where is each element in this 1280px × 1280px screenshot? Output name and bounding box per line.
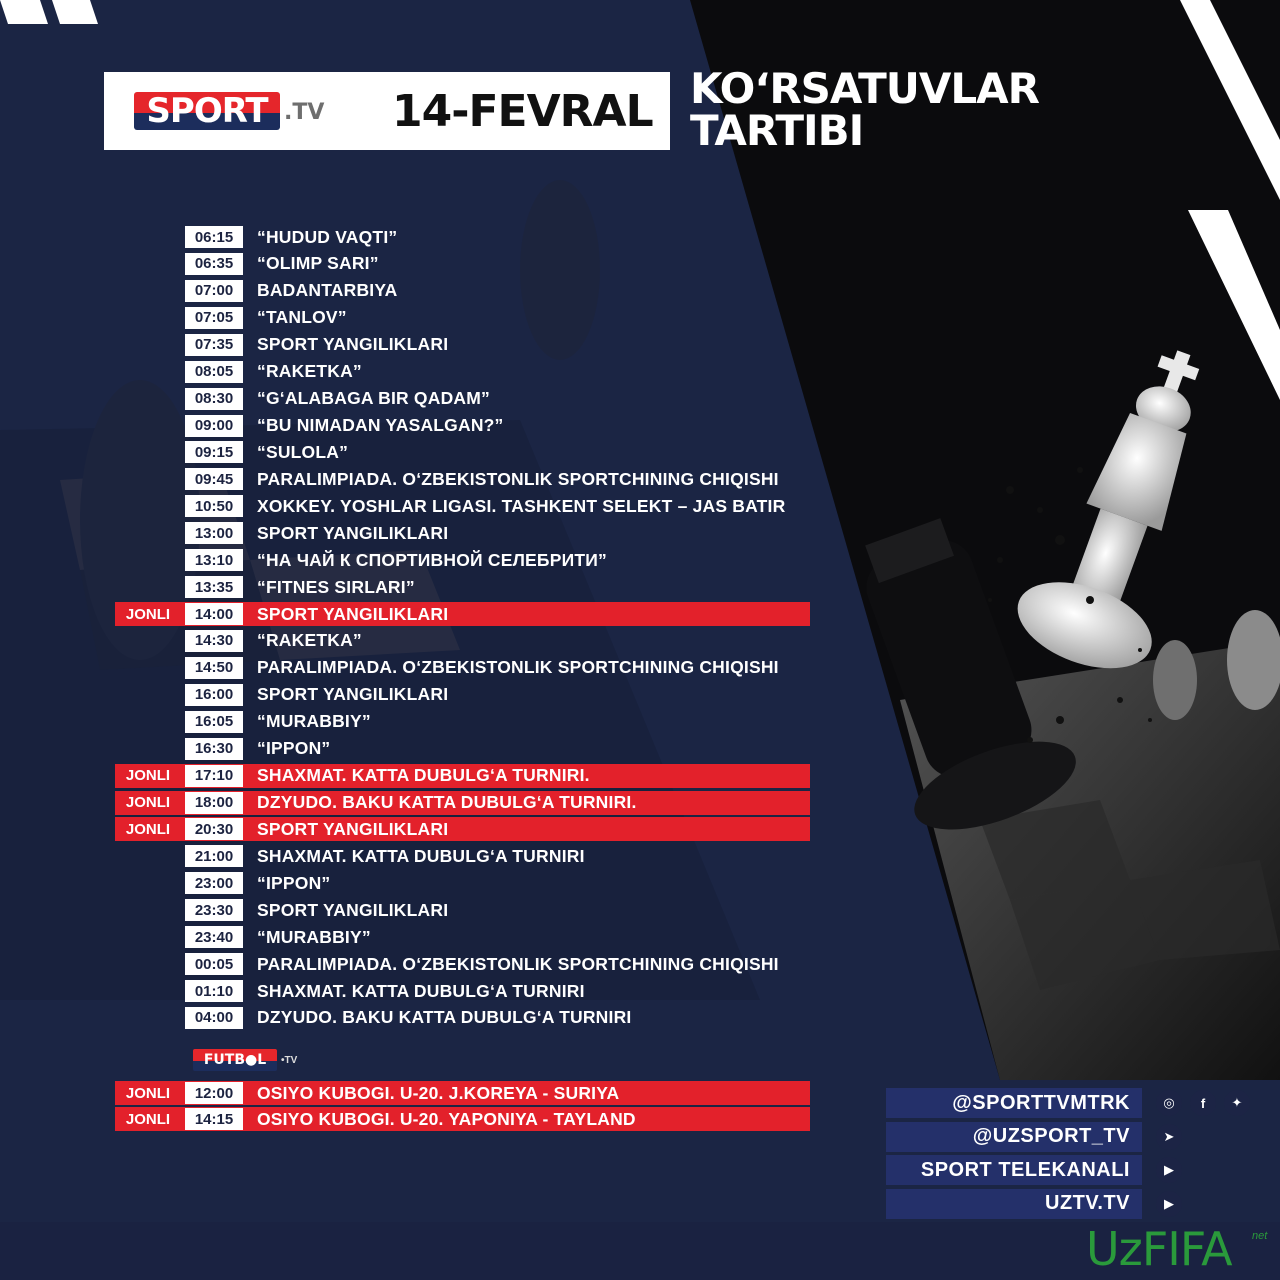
schedule-title: OSIYO KUBOGI. U-20. YAPONIYA - TAYLAND	[257, 1108, 636, 1129]
schedule-title: “IPPON”	[257, 872, 331, 893]
schedule-title: DZYUDO. BAKU KATTA DUBULG‘A TURNIRI.	[257, 792, 637, 813]
schedule-title: “BU NIMADAN YASALGAN?”	[257, 415, 504, 435]
schedule-time: 16:00	[185, 684, 243, 706]
schedule-time: 23:00	[185, 872, 243, 894]
schedule-time: 21:00	[185, 845, 243, 867]
schedule-time: 14:30	[185, 630, 243, 652]
schedule-title: “RAKETKA”	[257, 361, 362, 382]
schedule-time: 09:00	[185, 415, 243, 437]
schedule-time: 00:05	[185, 953, 243, 975]
schedule-time: 06:35	[185, 253, 243, 275]
social-handle[interactable]: @SPORTTVMTRK	[886, 1088, 1142, 1118]
schedule-title: “HUDUD VAQTI”	[257, 226, 398, 247]
schedule-title: PARALIMPIADA. O‘ZBEKISTONLIK SPORTCHINING CHIQISHI	[257, 657, 779, 678]
uzfifa-watermark-suffix: net	[1252, 1230, 1268, 1242]
schedule-time: 09:45	[185, 468, 243, 490]
schedule-time: 18:00	[185, 792, 243, 814]
schedule-title: PARALIMPIADA. O‘ZBEKISTONLIK SPORTCHINING CHIQISHI	[257, 468, 779, 489]
schedule-title: “TANLOV”	[257, 307, 347, 328]
schedule-time: 14:00	[185, 603, 243, 625]
page-title	[690, 64, 1040, 155]
schedule-time: 23:40	[185, 926, 243, 948]
schedule-title: SPORT YANGILIKLARI	[257, 818, 449, 839]
sport-tv-logo-suffix: .TV	[284, 100, 325, 125]
schedule-time: 14:15	[185, 1108, 243, 1130]
schedule-time: 04:00	[185, 1007, 243, 1029]
schedule-title: SPORT YANGILIKLARI	[257, 334, 449, 355]
schedule-time: 07:35	[185, 334, 243, 356]
schedule-time: 23:30	[185, 899, 243, 921]
schedule-title: “MURABBIY”	[257, 926, 371, 947]
live-label: JONLI	[125, 820, 171, 838]
schedule-time: 01:10	[185, 980, 243, 1002]
live-label: JONLI	[125, 1110, 171, 1128]
schedule-time: 13:00	[185, 522, 243, 544]
schedule-date: 14-FEVRAL	[392, 86, 653, 137]
schedule-time: 08:05	[185, 361, 243, 383]
schedule-time: 14:50	[185, 657, 243, 679]
page-title-line-1: KO‘RSATUVLAR	[690, 64, 1040, 113]
schedule-title: BADANTARBIYA	[257, 280, 398, 301]
schedule-title: DZYUDO. BAKU KATTA DUBULG‘A TURNIRI	[257, 1007, 632, 1028]
facebook-icon[interactable]: f	[1190, 1090, 1216, 1116]
schedule-title: “SULOLA”	[257, 441, 349, 462]
telegram-icon[interactable]: ➤	[1156, 1124, 1182, 1150]
schedule-time: 07:05	[185, 307, 243, 329]
schedule-title: OSIYO KUBOGI. U-20. J.KOREYA - SURIYA	[257, 1082, 620, 1103]
futbol-tv-badge: FUTB●L	[193, 1049, 277, 1071]
sport-tv-logo: SPORT	[134, 92, 280, 130]
social-handle[interactable]: UZTV.TV	[886, 1189, 1142, 1219]
schedule-title: “G‘ALABAGA BIR QADAM”	[257, 388, 490, 409]
schedule-time: 20:30	[185, 818, 243, 840]
schedule-time: 16:30	[185, 738, 243, 760]
social-row[interactable]	[886, 1122, 1248, 1152]
live-label: JONLI	[125, 1084, 171, 1102]
header-banner	[104, 72, 670, 150]
play-icon[interactable]: ▶	[1156, 1191, 1182, 1217]
schedule-time: 13:10	[185, 549, 243, 571]
schedule-title: “RAKETKA”	[257, 630, 362, 651]
schedule-title: SHAXMAT. KATTA DUBULG‘A TURNIRI	[257, 980, 585, 1001]
live-label: JONLI	[125, 605, 171, 623]
schedule-time: 12:00	[185, 1082, 243, 1104]
social-row[interactable]	[886, 1189, 1248, 1219]
schedule-time: 16:05	[185, 711, 243, 733]
schedule-time: 06:15	[185, 226, 243, 248]
social-row[interactable]	[886, 1155, 1248, 1185]
youtube-icon[interactable]: ▶	[1156, 1157, 1182, 1183]
schedule-time: 10:50	[185, 495, 243, 517]
futbol-tv-logo	[193, 1049, 297, 1071]
live-label: JONLI	[125, 794, 171, 812]
instagram-icon[interactable]: ◎	[1156, 1090, 1182, 1116]
schedule-time: 13:35	[185, 576, 243, 598]
schedule-time: 17:10	[185, 765, 243, 787]
schedule-title: “НА ЧАЙ К СПОРТИВНОЙ СЕЛЕБРИТИ”	[257, 549, 607, 570]
schedule-title: SPORT YANGILIKLARI	[257, 522, 449, 543]
schedule-title: PARALIMPIADA. O‘ZBEKISTONLIK SPORTCHINING CHIQISHI	[257, 953, 779, 974]
schedule-title: SHAXMAT. KATTA DUBULG‘A TURNIRI	[257, 845, 585, 866]
schedule-title: XOKKEY. YOSHLAR LIGASI. TASHKENT SELEKT – JAS BATIR	[257, 495, 786, 516]
schedule-title: SPORT YANGILIKLARI	[257, 899, 449, 920]
live-label: JONLI	[125, 767, 171, 785]
uzfifa-watermark: UzFIFA	[1086, 1222, 1232, 1276]
schedule-title: SHAXMAT. KATTA DUBULG‘A TURNIRI.	[257, 765, 590, 786]
social-handle[interactable]: SPORT TELEKANALI	[886, 1155, 1142, 1185]
schedule-title: “FITNES SIRLARI”	[257, 576, 415, 597]
futbol-tv-suffix: •TV	[281, 1054, 298, 1066]
social-row[interactable]	[886, 1088, 1248, 1118]
schedule-title: “MURABBIY”	[257, 711, 371, 732]
schedule-time: 08:30	[185, 388, 243, 410]
schedule-title: “OLIMP SARI”	[257, 253, 379, 274]
schedule-title: “IPPON”	[257, 738, 331, 759]
schedule-time: 09:15	[185, 441, 243, 463]
schedule-time: 07:00	[185, 280, 243, 302]
social-handle[interactable]: @UZSPORT_TV	[886, 1122, 1142, 1152]
schedule-title: SPORT YANGILIKLARI	[257, 603, 449, 624]
schedule-title: SPORT YANGILIKLARI	[257, 684, 449, 705]
page-title-line-2: TARTIBI	[690, 106, 864, 155]
twitter-icon[interactable]: ✦	[1224, 1090, 1250, 1116]
